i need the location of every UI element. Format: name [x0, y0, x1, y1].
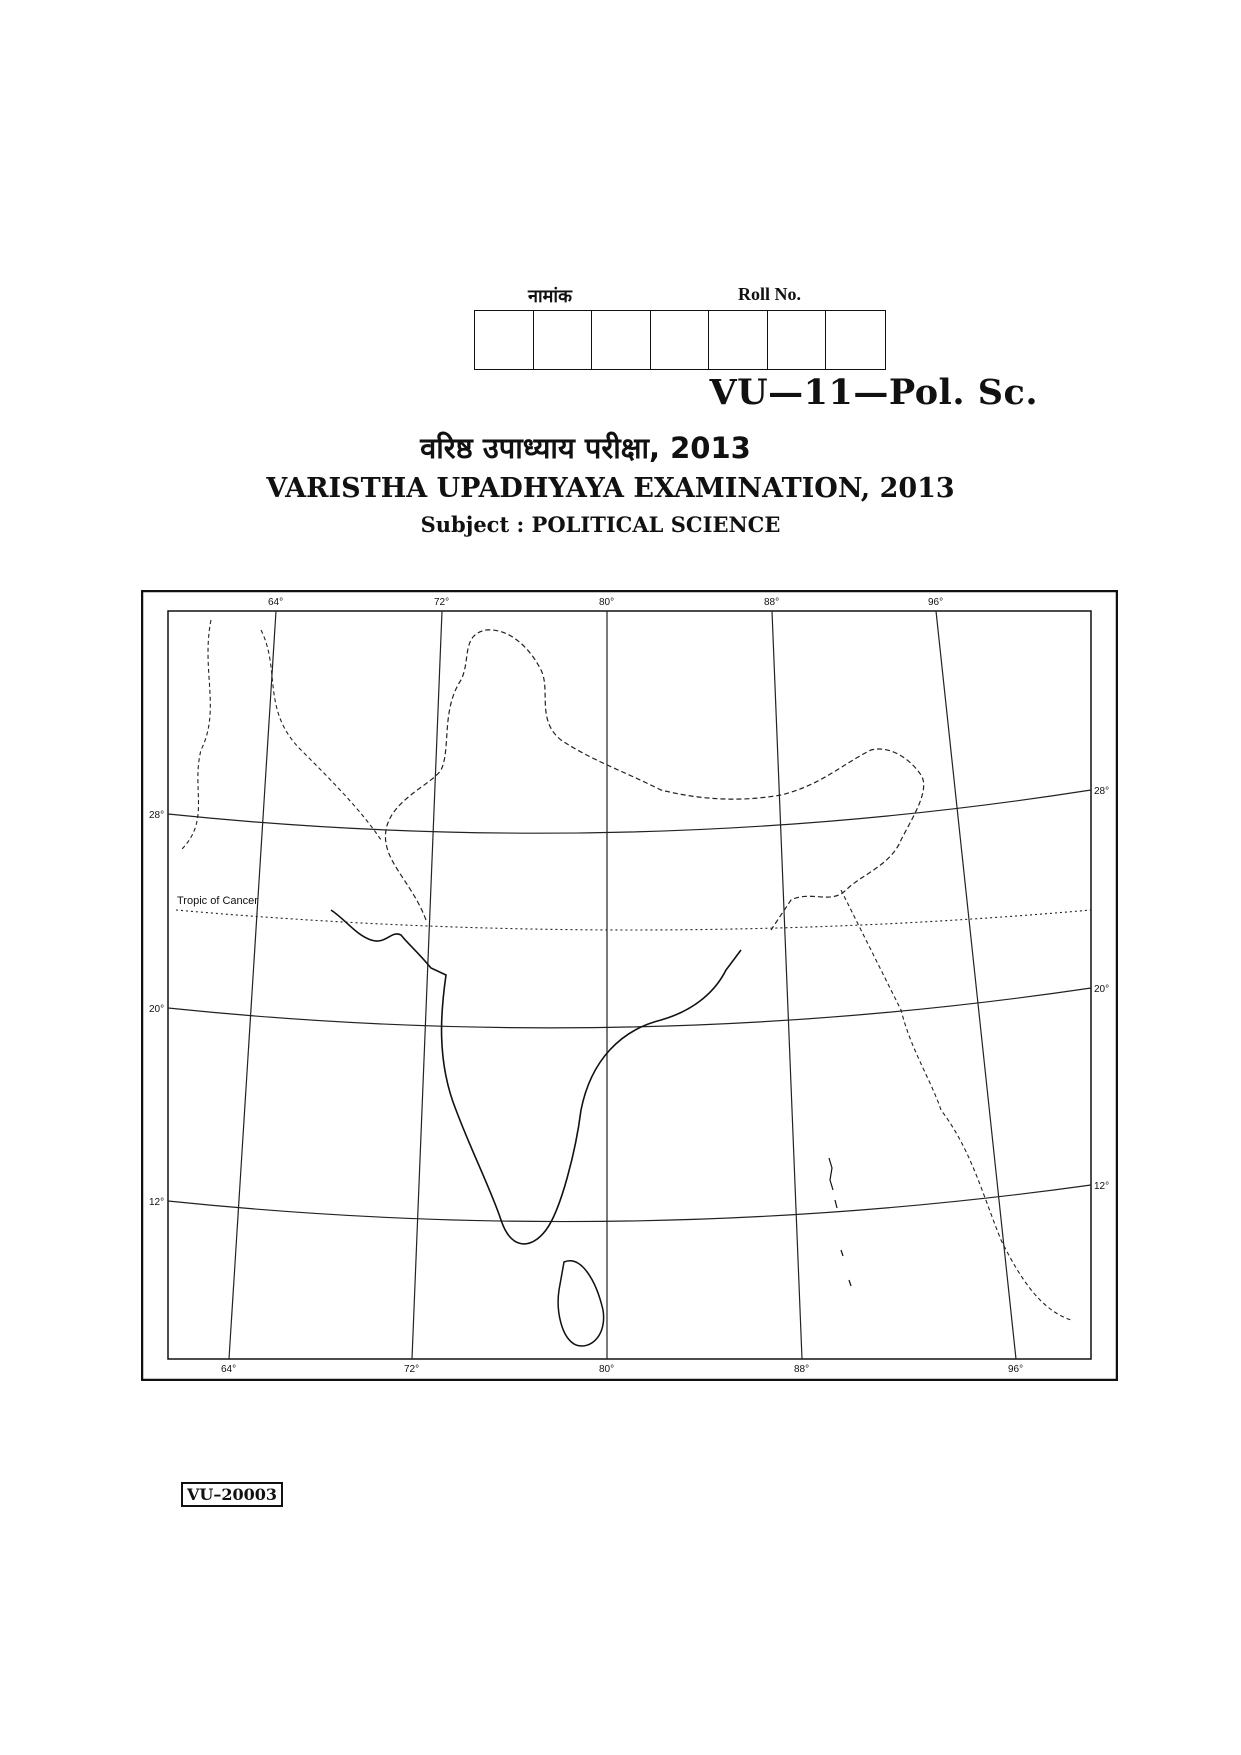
roll-number-grid — [474, 310, 886, 370]
andaman-nicobar-islands — [829, 1158, 851, 1286]
roll-cell[interactable] — [826, 311, 885, 369]
hindi-title: वरिष्ठ उपाध्याय परीक्षा, 2013 — [420, 431, 751, 465]
parallel-12 — [168, 1185, 1091, 1222]
roll-cell[interactable] — [592, 311, 651, 369]
tropic-of-cancer-label: Tropic of Cancer — [177, 895, 258, 907]
label-top-72: 72° — [434, 597, 450, 608]
label-right-12: 12° — [1094, 1181, 1110, 1192]
label-top-96: 96° — [928, 597, 944, 608]
footer-code: VU–20003 — [181, 1482, 283, 1507]
parallel-20 — [168, 988, 1091, 1028]
label-left-12: 12° — [149, 1197, 165, 1208]
outline-map-india — [141, 590, 1118, 1381]
label-bottom-96: 96° — [1008, 1364, 1024, 1375]
map-inner-border — [168, 611, 1091, 1359]
western-boundary — [181, 620, 381, 850]
meridian-88 — [772, 611, 802, 1359]
label-top-80: 80° — [599, 597, 615, 608]
roll-label: Roll No. — [738, 284, 801, 304]
roll-label-hindi: नामांक — [528, 286, 572, 306]
parallel-28 — [168, 790, 1091, 833]
sri-lanka-outline — [558, 1261, 603, 1346]
india-coastline — [331, 910, 741, 1244]
meridians — [229, 611, 1016, 1359]
label-top-64: 64° — [268, 597, 284, 608]
roll-cell[interactable] — [651, 311, 710, 369]
meridian-64 — [229, 611, 276, 1359]
label-bottom-80: 80° — [599, 1364, 615, 1375]
parallels — [168, 790, 1091, 1222]
roll-cell[interactable] — [534, 311, 593, 369]
label-left-28: 28° — [149, 810, 165, 821]
label-right-28: 28° — [1094, 786, 1110, 797]
paper-code: VU—11—Pol. Sc. — [709, 372, 1038, 413]
label-left-20: 20° — [149, 1004, 165, 1015]
map-outer-border — [142, 591, 1117, 1380]
label-right-20: 20° — [1094, 984, 1110, 995]
roll-cell[interactable] — [768, 311, 827, 369]
label-bottom-88: 88° — [794, 1364, 810, 1375]
subject-line: Subject : POLITICAL SCIENCE — [420, 512, 781, 537]
label-bottom-64: 64° — [221, 1364, 237, 1375]
exam-title: VARISTHA UPADHYAYA EXAMINATION, 2013 — [266, 473, 955, 504]
label-top-88: 88° — [764, 597, 780, 608]
graticule-labels — [149, 597, 1109, 1375]
northern-boundary — [385, 630, 923, 930]
label-bottom-72: 72° — [404, 1364, 420, 1375]
eastern-boundary — [841, 890, 1071, 1320]
meridian-72 — [412, 611, 442, 1359]
roll-cell[interactable] — [709, 311, 768, 369]
roll-cell[interactable] — [475, 311, 534, 369]
tropic-of-cancer-line — [176, 910, 1091, 930]
